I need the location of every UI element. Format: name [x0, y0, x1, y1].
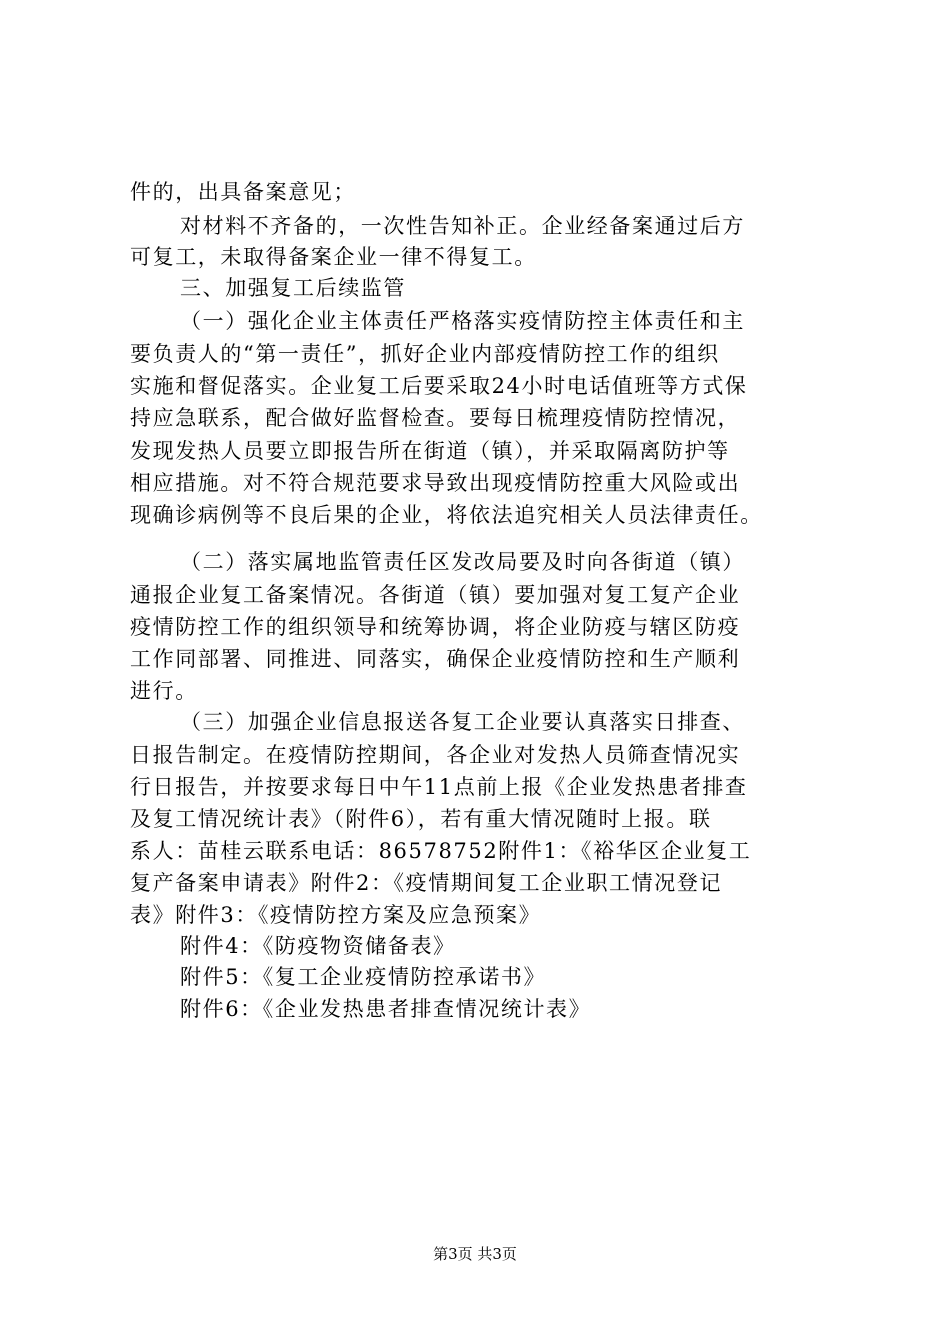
attachment-line: 附件4：《防疫物资储备表》 — [180, 934, 456, 958]
text-line: 实施和督促落实。企业复工后要采取24小时电话值班等方式保 — [130, 374, 748, 398]
text-line: 持应急联系，配合做好监督检查。要每日梳理疫情防控情况， — [130, 406, 741, 430]
text-line: 表》附件3：《疫情防控方案及应急预案》 — [130, 903, 542, 927]
text-line: （一）强化企业主体责任严格落实疫情防控主体责任和主 — [180, 309, 745, 333]
text-line: 进行。 — [130, 679, 198, 703]
attachment-line: 附件5：《复工企业疫情防控承诺书》 — [180, 965, 547, 989]
page-footer: 第3页 共3页 — [433, 1245, 517, 1263]
text-line: 疫情防控工作的组织领导和统筹协调，将企业防疫与辖区防疫 — [130, 615, 741, 639]
text-line: 发现发热人员要立即报告所在街道（镇），并采取隔离防护等 — [130, 439, 730, 463]
text-line: （三）加强企业信息报送各复工企业要认真落实日排查、 — [180, 710, 745, 734]
text-line: 可复工，未取得备案企业一律不得复工。 — [130, 245, 537, 269]
text-line: 及复工情况统计表》（附件6），若有重大情况随时上报。联 — [130, 807, 712, 831]
text-line: 日报告制定。在疫情防控期间，各企业对发热人员筛查情况实 — [130, 743, 741, 767]
text-line: 通报企业复工备案情况。各街道（镇）要加强对复工复产企业 — [130, 583, 741, 607]
section-heading: 三、加强复工后续监管 — [180, 276, 406, 300]
text-line: 现确诊病例等不良后果的企业，将依法追究相关人员法律责任。 — [130, 503, 763, 527]
text-line: 系人：苗桂云联系电话：86578752附件1：《裕华区企业复工 — [130, 839, 752, 863]
text-line: 件的，出具备案意见； — [130, 180, 356, 204]
text-line: 行日报告，并按要求每日中午11点前上报《企业发热患者排查 — [130, 775, 748, 799]
text-line: 对材料不齐备的，一次性告知补正。企业经备案通过后方 — [180, 214, 745, 238]
text-line: （二）落实属地监管责任区发改局要及时向各街道（镇） — [180, 550, 745, 574]
text-line: 要负责人的“第一责任”，抓好企业内部疫情防控工作的组织 — [130, 342, 720, 366]
text-line: 相应措施。对不符合规范要求导致出现疫情防控重大风险或出 — [130, 471, 741, 495]
text-line: 工作同部署、同推进、同落实，确保企业疫情防控和生产顺利 — [130, 647, 741, 671]
text-line: 复产备案申请表》附件2：《疫情期间复工企业职工情况登记 — [130, 871, 723, 895]
attachment-line: 附件6：《企业发热患者排查情况统计表》 — [180, 997, 592, 1021]
